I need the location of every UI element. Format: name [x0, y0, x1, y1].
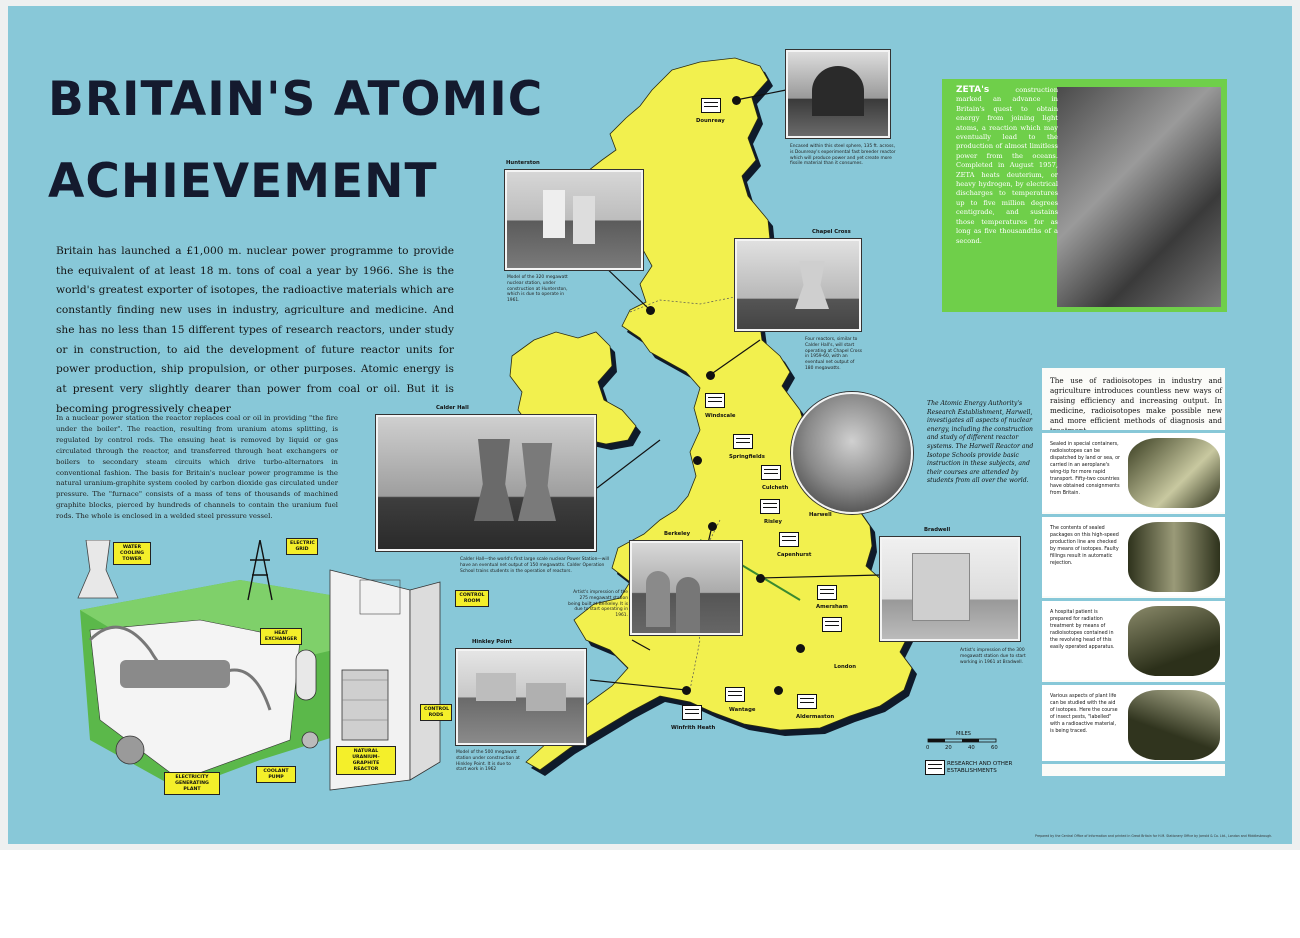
chapelcross-dot [706, 371, 715, 380]
hunterston-title: Hunterston [506, 160, 540, 166]
bradwell-dot [756, 574, 765, 583]
chapelcross-title: Chapel Cross [812, 229, 851, 235]
chapelcross-caption: Four reactors, similar to Calder Hall's, will start operating at Chapel Cross in 1959-60, with an eventual net output of 180 megawatts. [805, 337, 863, 371]
dounreay-caption: Encased within this steel sphere, 135 ft. across, is Dounreay's experimental fast breeder reactor which will produce power and yet create more fissile material than it consumes. [790, 144, 896, 167]
label-reactor: NATURAL URANIUM–GRAPHITE REACTOR [336, 746, 396, 775]
hinkley-caption: Model of the 500 megawatt station under construction at Hinkley Point. It is due to start work in 1962 [456, 750, 520, 773]
isotope-item-production-text: The contents of sealed packages on this high-speed production line are checked by means of isotopes. Faulty fillings result in automatic rejection. [1050, 526, 1119, 566]
isotopes-intro: The use of radioisotopes in industry and agriculture introduces countless new ways of raising efficiency and increasing output. In medicine, radioisotopes make possible new and more efficient methods of diagnosis and [1050, 376, 1222, 425]
reading-dot [774, 686, 783, 695]
place-risley: Risley [764, 519, 782, 525]
zeta-photo [1057, 87, 1221, 307]
risley-marker-icon [760, 499, 780, 514]
harwell-dot [796, 644, 805, 653]
poster-title-line-1: BRITAIN'S ATOMIC [48, 72, 544, 127]
culcheth-marker-icon [761, 465, 781, 480]
calderhall-title: Calder Hall [436, 405, 469, 411]
poster-title-line-2: ACHIEVEMENT [48, 154, 438, 209]
zeta-text [956, 86, 1058, 246]
hunterston-photo [505, 170, 643, 270]
plant-life-photo [1128, 690, 1220, 760]
reactor-explainer-paragraph: In a nuclear power station the reactor replaces coal or oil in providing "the fire under the boiler". The reaction, resulting from uranium atoms splitting, is regulated by control rods. The ensuing heat is removed by liquid or gas circulated through the reactor, and transferred through heat exchangers or boilers to secondary steam circuits which drive turbo-alternators in conventional fashion. The basis for Britain's nuclear power programme is the natural uranium-graphite system cooled by carbon dioxide gas circulated under pressure. The "furnace" consists of a mass of tens of thousands of machined graphite blocks, pierced by hundreds of channels to contain the uranium fuel rods. The whole is enclosed in a welded steel pressure vessel. [56, 414, 338, 521]
calderhall-caption: Calder Hall—the world's first large scale nuclear Power Station—will have an eventual net output of 150 megawatts. Calder Operation School trains students in the operation of reactors. [460, 557, 609, 574]
scale-bar [926, 738, 1000, 748]
isotope-item-transport [1042, 430, 1225, 512]
isotope-item-transport-text: Sealed in special containers, radioisotopes can be dispatched by land or sea, or carried in an aeroplane's wing-tip for more rapid transport. Fifty-two countries have obtained consignments from Britain. [1050, 442, 1121, 496]
isotope-item-plant-life-text: Various aspects of plant life can be studied with the aid of isotopes. Here the course of insect pests, "labelled" with a radioactive material, is being traced. [1050, 694, 1118, 734]
berkeley-dot [708, 522, 717, 531]
place-springfields: Springfields [729, 454, 765, 460]
intro-paragraph: Britain has launched a £1,000 m. nuclear power programme to provide the equivalent of at least 18 m. tons of coal a year by 1966. She is the world's greatest exporter of isotopes, the radioactive materials which are constantly finding new uses in industry, agriculture and medicine. And she has no less than 15 different types of research reactors, under study or in construction, to aid the development of future reactor units for power production, ship propulsion, or other purposes. Atomic energy is at present very slightly dearer than power from coal or oil. But it is becoming progressively cheaper [56, 245, 454, 415]
legend-establishment-icon [925, 760, 945, 775]
amersham-marker-icon [817, 585, 837, 600]
winfrith-marker-icon [682, 705, 702, 720]
label-water-cooling-tower: WATER COOLING TOWER [113, 542, 151, 565]
aeroplane-wingtip-photo [1128, 438, 1220, 508]
scale-tick-40: 40 [968, 745, 975, 751]
berkeley-photo [630, 541, 742, 635]
springfields-marker-icon [733, 434, 753, 449]
place-wantage: Wantage [729, 707, 756, 713]
printer-credit: Prepared by the Central Office of Information and printed in Great Britain for H.M. Stationery Office by Jarrold & Co. Ltd., London and Middlesbrough. [1035, 834, 1273, 838]
label-heat-exchanger: HEAT EXCHANGER [260, 628, 302, 645]
calderhall-photo [376, 415, 596, 551]
place-amersham: Amersham [816, 604, 848, 610]
isotope-item-hospital [1042, 598, 1225, 680]
label-coolant-pump: COOLANT PUMP [256, 766, 296, 783]
harwell-students-photo [791, 392, 913, 514]
aea-harwell-text: The Atomic Energy Authority's Research Establishment, Harwell, investigates all aspects of nuclear energy, including the construction and study of different reactor systems. The Harwell Reactor and Isotope Schools provide basic instruction in these subjects, and their courses are attended by students from all over the world. [927, 400, 1034, 485]
isotope-item-plant-life [1042, 682, 1225, 764]
wantage-marker-icon [725, 687, 745, 702]
bradwell-caption: Artist's impression of the 300 megawatt station due to start working in 1961 at Bradwell. [960, 648, 1026, 665]
place-harwell: Harwell [809, 512, 832, 518]
zeta-name: ZETA's [956, 85, 990, 95]
hinkley-dot [682, 686, 691, 695]
isotope-item-production [1042, 514, 1225, 596]
calderhall-dot [693, 456, 702, 465]
bradwell-title: Bradwell [924, 527, 951, 533]
place-culcheth: Culcheth [762, 485, 789, 491]
chapelcross-photo [735, 239, 861, 331]
place-capenhurst: Capenhurst [777, 552, 812, 558]
dounreay-photo [786, 50, 890, 138]
production-line-photo [1128, 522, 1220, 592]
place-windscale: Windscale [705, 413, 736, 419]
label-control-room: CONTROL ROOM [455, 590, 489, 607]
label-generating-plant: ELECTRICITY GENERATING PLANT [164, 772, 220, 795]
aldermaston-marker-icon [797, 694, 817, 709]
scale-tick-0: 0 [926, 745, 930, 751]
hospital-patient-photo [1128, 606, 1220, 676]
berkeley-title: Berkeley [664, 531, 691, 537]
bradwell-photo [880, 537, 1020, 641]
windscale-marker-icon [705, 393, 725, 408]
berkeley-caption: Artist's impression of the 275 megawatt station being built at Berkeley. It is due to start operating in 1961. [568, 590, 628, 619]
dounreay-dot [732, 96, 741, 105]
capenhurst-marker-icon [779, 532, 799, 547]
isotope-item-hospital-text: A hospital patient is prepared for radiation treatment by means of radioisotopes contained in the revolving head of this easily operated apparatus. [1050, 610, 1115, 650]
label-electric-grid: ELECTRIC GRID [286, 538, 318, 555]
hunterston-caption: Model of the 320 megawatt nuclear station, under construction at Hunterston, which is due to operate in 1961. [507, 275, 568, 304]
scale-tick-20: 20 [945, 745, 952, 751]
london-marker-icon [822, 617, 842, 632]
scale-label: MILES [956, 731, 971, 737]
place-winfrith: Winfrith Heath [671, 725, 716, 731]
place-london: London [834, 664, 856, 670]
hunterston-dot [646, 306, 655, 315]
legend-establishments-label: RESEARCH AND OTHER ESTABLISHMENTS [947, 761, 1013, 774]
zeta-body: construction marked an advance in Britain's quest to obtain energy from joining light atoms, a reaction which may eventually lead to the production of almost limitless power from the oceans. Completed in August 1957, ZETA heats deuterium, or heavy hydrogen, by electrical discharges to temperatures up to five million degrees centigrade, and sustains those temperatures for as long as five thousandths of a second. [956, 86, 1058, 245]
bottom-band [0, 850, 1300, 938]
label-control-rods: CONTROL RODS [420, 704, 452, 721]
dounreay-marker-icon [701, 98, 721, 113]
hinkley-title: Hinkley Point [472, 639, 512, 645]
scale-tick-60: 60 [991, 745, 998, 751]
place-dounreay: Dounreay [696, 118, 725, 124]
place-aldermaston: Aldermaston [796, 714, 835, 720]
